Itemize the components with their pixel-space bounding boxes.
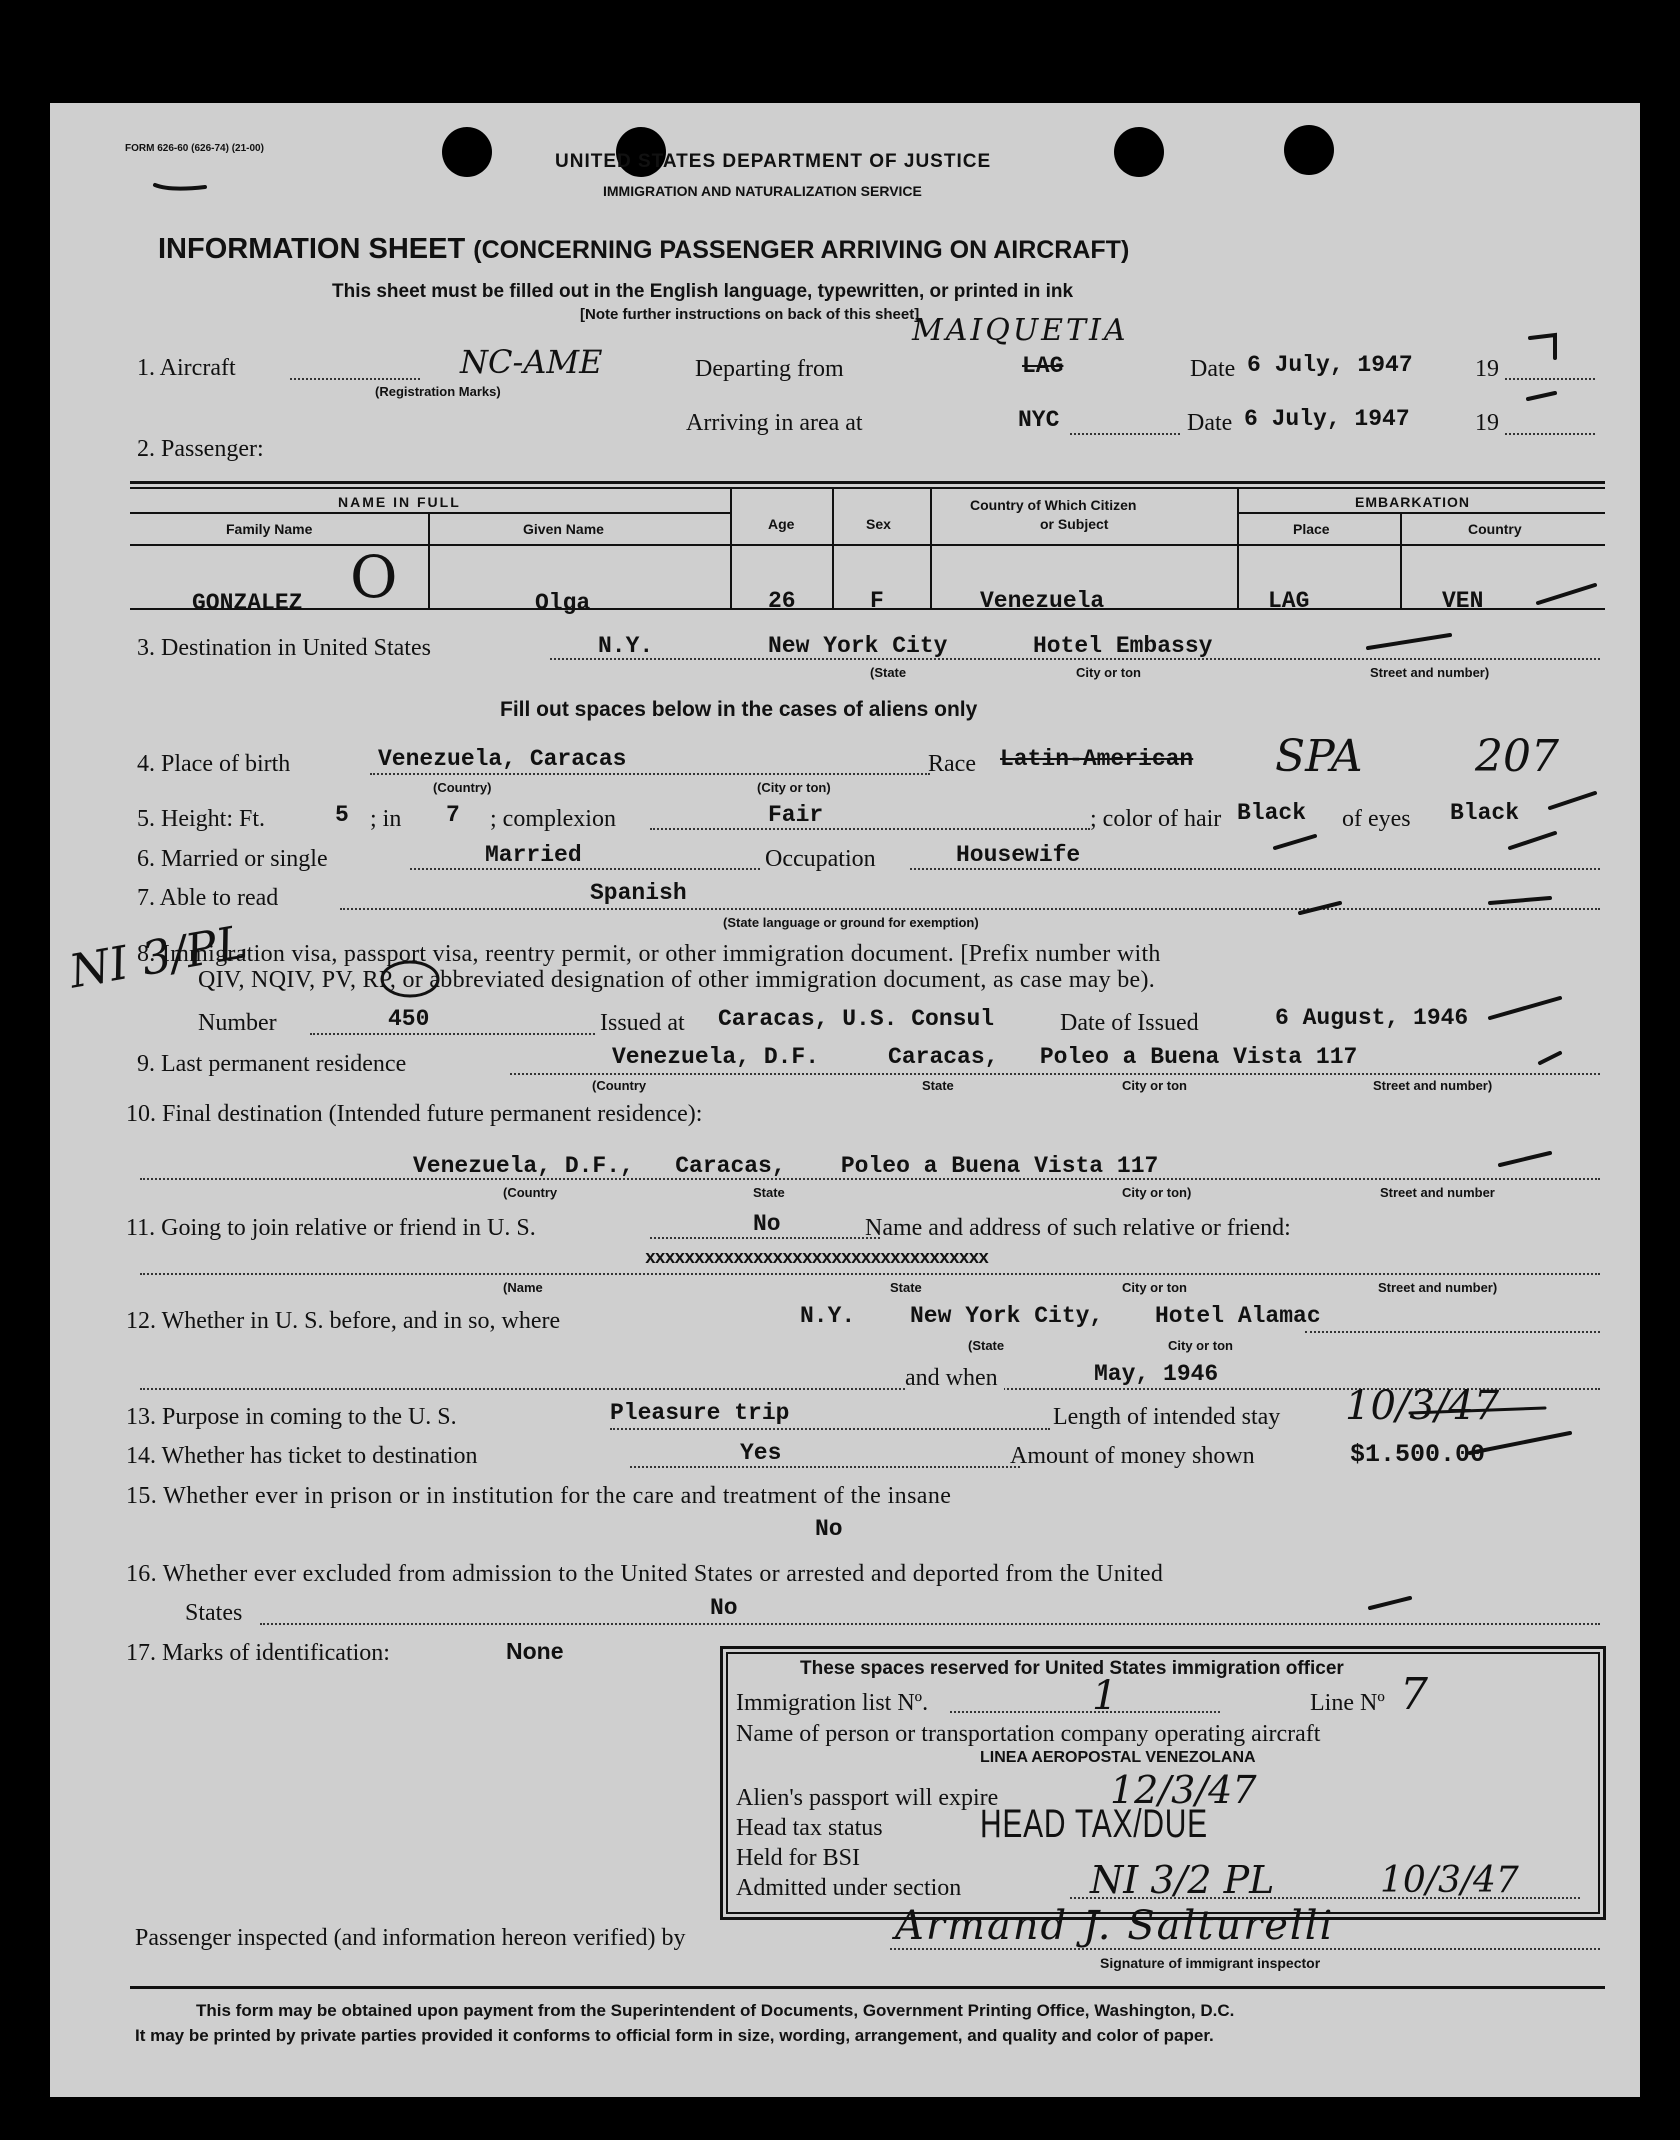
check-mark — [1550, 793, 1595, 808]
inspector-signature: Armand J. Salturelli — [895, 1903, 1335, 1949]
passenger-label: 2. Passenger: — [137, 436, 264, 462]
destination-state[interactable]: N.Y. — [598, 633, 654, 659]
departing-handwritten[interactable]: MAIQUETIA — [912, 313, 1129, 348]
registration-caption: (Registration Marks) — [375, 384, 501, 399]
country2-header: Country — [1468, 521, 1522, 537]
purpose-value[interactable]: Pleasure trip — [610, 1400, 790, 1426]
join-relative-value[interactable]: No — [753, 1211, 781, 1237]
relative-crossout: xxxxxxxxxxxxxxxxxxxxxxxxxxxxxxxxxxx — [645, 1249, 989, 1269]
department-heading: UNITED STATES DEPARTMENT OF JUSTICE — [555, 151, 992, 172]
family-name-value[interactable]: GONZALEZ — [192, 590, 303, 616]
admitted-date-value[interactable]: 10/3/47 — [1380, 1860, 1519, 1901]
form-title-main: INFORMATION SHEET — [158, 233, 466, 265]
marital-value[interactable]: Married — [485, 842, 582, 868]
ticket-value[interactable]: Yes — [740, 1440, 782, 1466]
excluded-label-line2: States — [185, 1600, 243, 1626]
caption-street: Street and number) — [1373, 1078, 1493, 1093]
aircraft-registration[interactable]: NC-AME — [460, 343, 603, 381]
height-label: 5. Height: Ft. — [137, 806, 266, 832]
residence-value[interactable]: Venezuela, D.F. Caracas, Poleo a Buena Vista 117 — [612, 1044, 1358, 1070]
previous-visit-city[interactable]: New York City, — [910, 1303, 1104, 1329]
inches-label: ; in — [370, 806, 402, 832]
sex-value[interactable]: F — [870, 588, 884, 614]
head-tax-stamp: HEAD TAX/DUE — [980, 1802, 1208, 1846]
date-label: Date — [1187, 410, 1233, 436]
caption-state: State — [890, 1280, 922, 1295]
occupation-label: Occupation — [765, 846, 876, 872]
read-value[interactable]: Spanish — [590, 880, 687, 906]
birthplace-value[interactable]: Venezuela, Caracas — [378, 746, 627, 772]
check-mark — [1528, 393, 1555, 399]
visa-instructions-line1: 8. Immigration visa, passport visa, reentry permit, or other immigration document. [Prefix number with — [137, 941, 1161, 967]
instruction-line: This sheet must be filled out in the English language, typewritten, or printed in ink — [332, 281, 1074, 302]
issue-date-value[interactable]: 6 August, 1946 — [1275, 1005, 1469, 1031]
final-destination-label: 10. Final destination (Intended future permanent residence): — [126, 1101, 703, 1127]
caption-city: City or ton — [1168, 1338, 1233, 1353]
purpose-label: 13. Purpose in coming to the U. S. — [126, 1404, 457, 1430]
previous-visit-label: 12. Whether in U. S. before, and in so, where — [126, 1308, 561, 1334]
pv-circle — [382, 962, 438, 996]
year-suffix: 19 — [1475, 356, 1499, 382]
operator-label: Name of person or transportation company operating aircraft — [736, 1721, 1321, 1747]
complexion-value[interactable]: Fair — [768, 802, 824, 828]
ticket-label: 14. Whether has ticket to destination — [126, 1443, 478, 1469]
identification-value[interactable]: None — [506, 1638, 564, 1664]
excluded-value[interactable]: No — [710, 1595, 738, 1621]
occupation-value[interactable]: Housewife — [956, 842, 1081, 868]
year-suffix: 19 — [1475, 410, 1499, 436]
caption-state: State — [922, 1078, 954, 1093]
read-label: 7. Able to read — [137, 885, 279, 911]
check-mark — [1275, 836, 1315, 848]
stay-label: Length of intended stay — [1053, 1404, 1281, 1430]
admitted-section-value[interactable]: NI 3/2 PL — [1090, 1858, 1275, 1902]
departing-label: Departing from — [695, 356, 844, 382]
complexion-label: ; complexion — [490, 806, 616, 832]
check-mark — [1368, 635, 1450, 648]
aircraft-label: 1. Aircraft — [137, 355, 236, 381]
previous-visit-state[interactable]: N.Y. — [800, 1303, 856, 1329]
caption-name: (Name — [503, 1280, 543, 1295]
hair-label: ; color of hair — [1090, 806, 1222, 832]
arrival-date[interactable]: 6 July, 1947 — [1244, 406, 1410, 432]
check-mark — [1540, 1053, 1560, 1063]
place-header: Place — [1293, 521, 1330, 537]
given-name-value[interactable]: Olga — [535, 590, 591, 616]
officer-box-title: These spaces reserved for United States immigration officer — [800, 1658, 1344, 1679]
race-annotation: SPA — [1275, 731, 1363, 782]
service-heading: IMMIGRATION AND NATURALIZATION SERVICE — [603, 183, 922, 199]
caption-street: Street and number) — [1370, 665, 1490, 680]
check-mark — [1490, 898, 1550, 903]
stay-dash — [1410, 1408, 1545, 1413]
inspection-label: Passenger inspected (and information hereon verified) by — [135, 1925, 686, 1951]
when-label: and when — [905, 1365, 1004, 1392]
departure-date[interactable]: 6 July, 1947 — [1247, 352, 1413, 378]
given-name-header: Given Name — [523, 521, 604, 537]
country-header: Country of Which Citizen — [970, 497, 1137, 513]
check-mark — [1500, 1153, 1550, 1165]
form-number: FORM 626-60 (626-74) (21-00) — [125, 143, 264, 154]
caption-city: City or ton — [1122, 1078, 1187, 1093]
destination-label: 3. Destination in United States — [137, 635, 431, 661]
caption-street: Street and number — [1380, 1185, 1495, 1200]
operator-value[interactable]: LINEA AEROPOSTAL VENEZOLANA — [980, 1749, 1256, 1766]
check-mark — [1510, 833, 1555, 848]
immigration-list-label: Immigration list Nº. — [736, 1690, 929, 1716]
race-value[interactable]: Latin-American — [1000, 746, 1194, 772]
final-destination-value[interactable]: Venezuela, D.F., Caracas, Poleo a Buena Vista 117 — [413, 1153, 1159, 1179]
passport-expiry-label: Alien's passport will expire — [736, 1785, 999, 1811]
prison-value[interactable]: No — [815, 1516, 843, 1542]
previous-visit-street[interactable]: Hotel Alamac — [1155, 1303, 1321, 1329]
head-tax-label: Head tax status — [736, 1815, 883, 1841]
line-number-value[interactable]: 7 — [1400, 1669, 1428, 1720]
birthplace-label: 4. Place of birth — [137, 751, 291, 777]
hair-value[interactable]: Black — [1237, 800, 1307, 826]
age-header: Age — [768, 516, 795, 532]
visa-margin-annotation: NI 3/PL — [65, 914, 252, 999]
family-name-header: Family Name — [226, 521, 313, 537]
aliens-only-heading: Fill out spaces below in the cases of aliens only — [500, 698, 978, 721]
caption-state: State — [753, 1185, 785, 1200]
admitted-label: Admitted under section — [736, 1875, 962, 1901]
tick-stroke — [155, 185, 205, 189]
destination-street[interactable]: Hotel Embassy — [1033, 633, 1213, 659]
instruction-note: [Note further instructions on back of this sheet] — [580, 306, 920, 323]
destination-city[interactable]: New York City — [768, 633, 948, 659]
check-mark — [1470, 1433, 1570, 1453]
read-caption: (State language or ground for exemption) — [723, 915, 979, 930]
caption-city: City or ton — [1076, 665, 1141, 680]
previous-visit-when[interactable]: May, 1946 — [1094, 1361, 1219, 1387]
caption-street: Street and number) — [1378, 1280, 1498, 1295]
height-inches[interactable]: 7 — [446, 802, 460, 828]
signature-caption: Signature of immigrant inspector — [1100, 1955, 1321, 1971]
caption-city: City or ton) — [1122, 1185, 1192, 1200]
pen-marks-layer — [50, 103, 1640, 2097]
age-value[interactable]: 26 — [768, 588, 796, 614]
form-title-paren: (CONCERNING PASSENGER ARRIVING ON AIRCRAFT) — [473, 236, 1130, 264]
residence-label: 9. Last permanent residence — [137, 1051, 407, 1077]
passport-expiry-value[interactable]: 12/3/47 — [1110, 1768, 1257, 1812]
check-mark — [1490, 998, 1560, 1018]
issued-at-label: Issued at — [600, 1010, 685, 1036]
immigration-list-value[interactable]: 1 — [1092, 1673, 1118, 1719]
line-number-label: Line Nº — [1310, 1690, 1385, 1716]
name-in-full-header: NAME IN FULL — [338, 494, 461, 510]
family-name-annotation: O — [350, 543, 398, 611]
embarkation-header: EMBARKATION — [1355, 494, 1470, 510]
check-mark — [1530, 335, 1555, 358]
visa-number-label: Number — [198, 1010, 277, 1036]
marital-label: 6. Married or single — [137, 846, 328, 872]
eyes-label: of eyes — [1342, 806, 1411, 832]
caption-country: (Country) — [433, 780, 492, 795]
visa-number-value[interactable]: 450 — [388, 1006, 430, 1032]
prison-label: 15. Whether ever in prison or in institution for the care and treatment of the insane — [126, 1483, 952, 1509]
form-sheet — [50, 103, 1640, 2097]
caption-city: City or ton — [1122, 1280, 1187, 1295]
date-label: Date — [1190, 356, 1236, 382]
footer-line2: It may be printed by private parties provided it conforms to official form in size, wording, arrangement, and quality and color of paper. — [135, 2026, 1214, 2045]
caption-city: (City or ton) — [757, 780, 831, 795]
race-code-annotation: 207 — [1475, 731, 1559, 782]
height-feet[interactable]: 5 — [335, 802, 349, 828]
identification-label: 17. Marks of identification: — [126, 1640, 390, 1666]
caption-state: (State — [968, 1338, 1005, 1353]
bsi-label: Held for BSI — [736, 1845, 860, 1871]
join-relative-label: 11. Going to join relative or friend in U. S. — [126, 1215, 536, 1241]
excluded-label-line1: 16. Whether ever excluded from admission to the United States or arrested and deported from the United — [126, 1561, 1164, 1587]
stay-annotation: 10/3/47 — [1345, 1383, 1500, 1429]
race-label: Race — [928, 751, 976, 777]
sex-header: Sex — [866, 516, 891, 532]
eyes-value[interactable]: Black — [1450, 800, 1520, 826]
money-value[interactable]: $1.500.00 — [1350, 1440, 1486, 1469]
issue-date-label: Date of Issued — [1060, 1010, 1199, 1036]
arriving-area[interactable]: NYC — [1018, 407, 1060, 433]
caption-state: (State — [870, 665, 907, 680]
relative-name-label: Name and address of such relative or friend: — [865, 1215, 1291, 1241]
visa-instructions-line2: QIV, NQIV, PV, RP, or abbreviated designation of other immigration document, as case may be). — [198, 967, 1156, 993]
departing-typed[interactable]: LAG — [1022, 353, 1064, 379]
check-mark — [1538, 585, 1595, 603]
money-label: Amount of money shown — [1010, 1443, 1255, 1469]
embarkation-country-value[interactable]: VEN — [1442, 588, 1484, 614]
embarkation-place-value[interactable]: LAG — [1268, 588, 1310, 614]
issued-at-value[interactable]: Caracas, U.S. Consul — [718, 1006, 995, 1032]
footer-line1: This form may be obtained upon payment from the Superintendent of Documents, Government Printing Office, Washington, D.C. — [196, 2001, 1235, 2020]
check-mark — [1370, 1598, 1410, 1608]
citizen-value[interactable]: Venezuela — [980, 588, 1105, 614]
caption-country: (Country — [503, 1185, 558, 1200]
caption-country: (Country — [592, 1078, 647, 1093]
check-mark — [1300, 903, 1340, 913]
arriving-label: Arriving in area at — [686, 410, 863, 436]
country-header-sub: or Subject — [1040, 516, 1109, 532]
